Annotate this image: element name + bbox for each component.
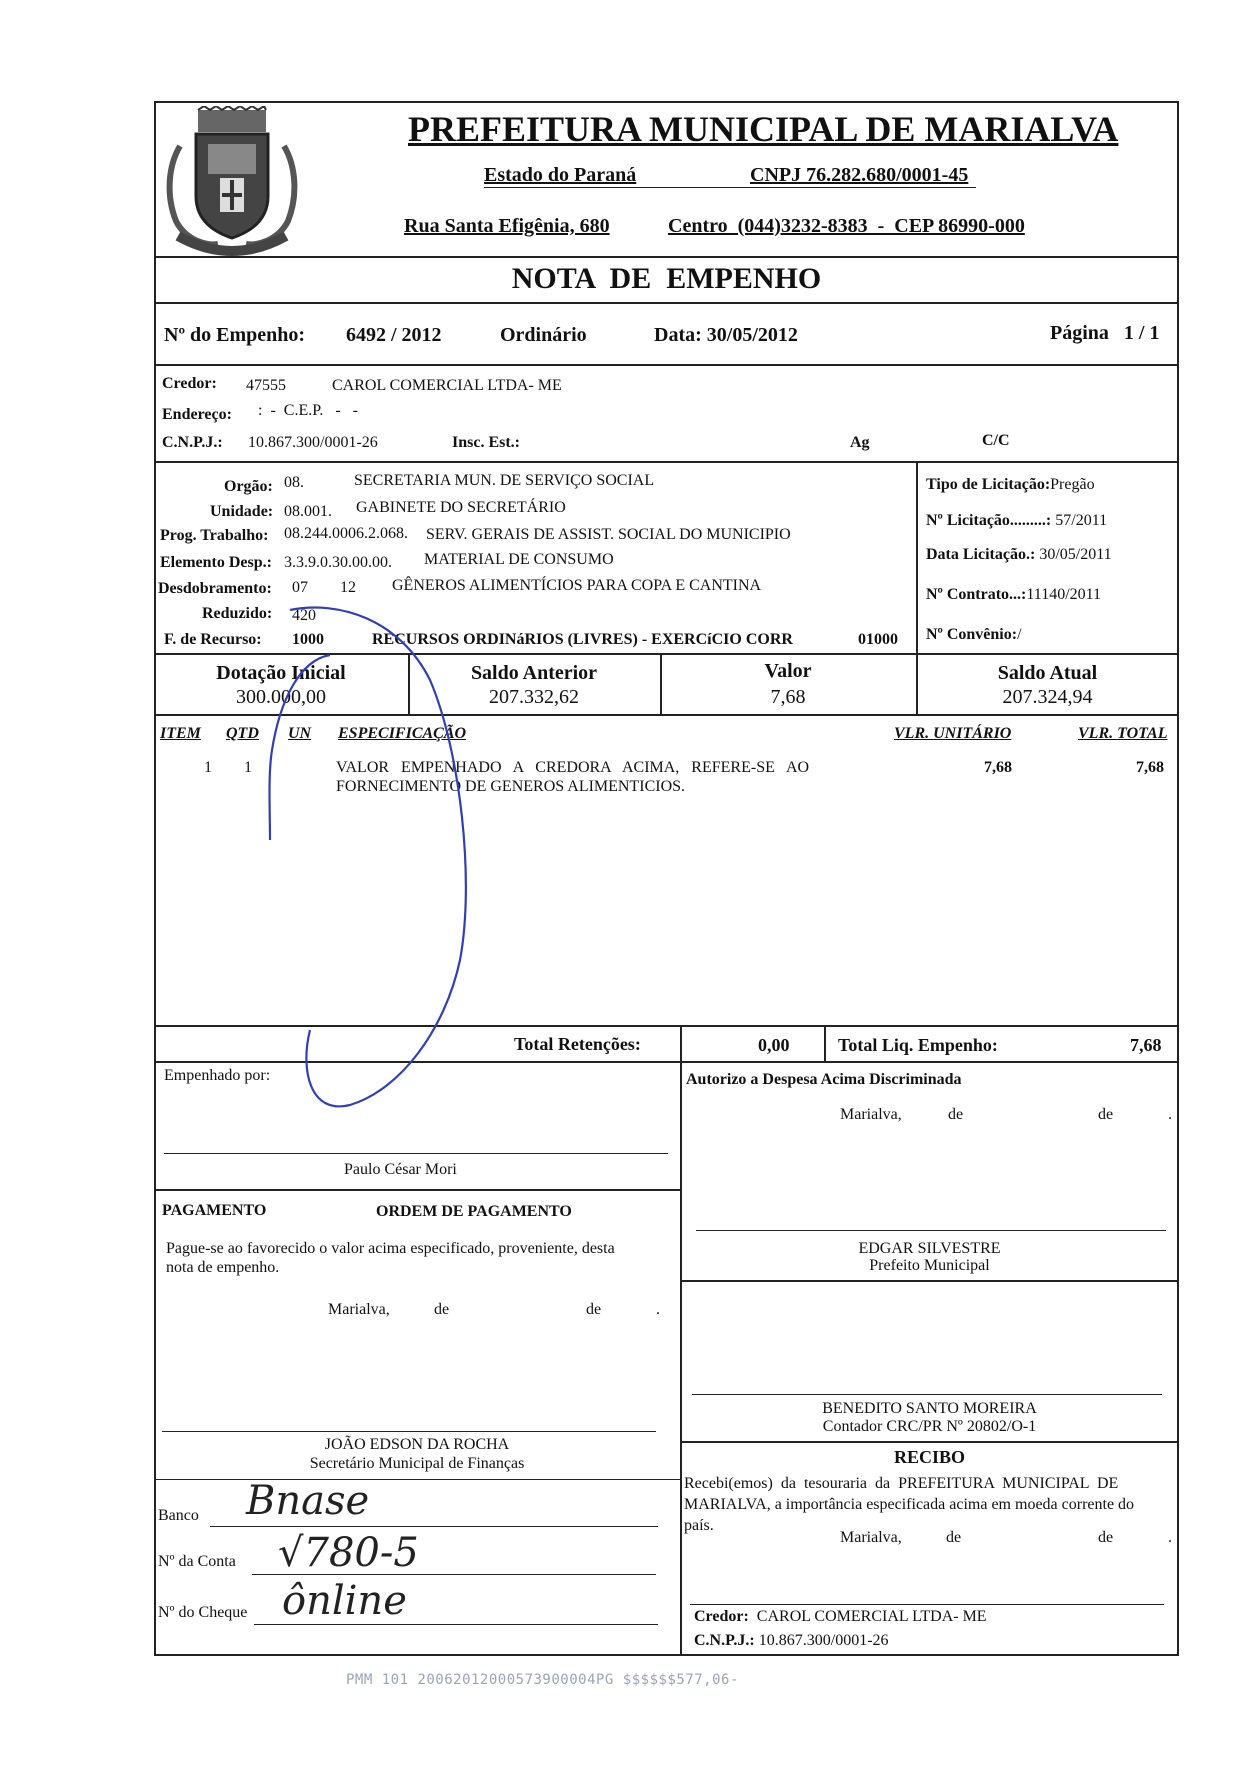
empenho-type: Ordinário (500, 324, 587, 346)
recibo-text: Recebi(emos) da tesouraria da PREFEITURA MUNICIPAL DE (684, 1475, 1119, 1492)
valor-value: 7,68 (770, 686, 806, 708)
divider (154, 302, 1179, 304)
total-liquid-label: Total Liq. Empenho: (838, 1035, 998, 1055)
desdobramento-name: GÊNEROS ALIMENTÍCIOS PARA COPA E CANTINA (392, 577, 762, 594)
empenho-number: 6492 / 2012 (346, 324, 442, 346)
recibo-place: Marialva, (840, 1529, 902, 1546)
pagamento-label: PAGAMENTO (162, 1202, 267, 1219)
divider (154, 1189, 680, 1191)
address-value: : - C.E.P. - - (258, 402, 358, 419)
empenho-number-label: Nº do Empenho: (164, 324, 306, 346)
reduzido-label: Reduzido: (202, 605, 273, 622)
prog-name: SERV. GERAIS DE ASSIST. SOCIAL DO MUNICIPIO (426, 526, 791, 543)
signature-line (690, 1604, 1164, 1605)
cheque-label: Nº do Cheque (158, 1604, 248, 1621)
saldo-atual-value: 207.324,94 (1002, 686, 1093, 708)
pagamento-dot: . (656, 1301, 660, 1318)
item-specification: FORNECIMENTO DE GENEROS ALIMENTICIOS. (336, 778, 686, 795)
prefeitura-title: PREFEITURA MUNICIPAL DE MARIALVA (408, 109, 1119, 149)
column-header-total-value: VLR. TOTAL (1078, 725, 1168, 742)
desdobramento-code: 12 (340, 579, 356, 596)
contador-name: BENEDITO SANTO MOREIRA (822, 1400, 1037, 1417)
cheque-handwritten: ônline (282, 1578, 407, 1624)
divider (680, 1280, 1179, 1282)
unidade-label: Unidade: (210, 503, 274, 520)
column-header-un: UN (288, 725, 312, 742)
recibo-title: RECIBO (893, 1447, 965, 1467)
orgao-name: SECRETARIA MUN. DE SERVIÇO SOCIAL (354, 472, 655, 489)
ag-label: Ag (850, 434, 870, 451)
divider (680, 1441, 1179, 1443)
prog-code: 08.244.0006.2.068. (284, 525, 408, 542)
recibo-text: MARIALVA, a importância especificada acima em moeda corrente do (684, 1496, 1135, 1513)
pague-text: Pague-se ao favorecido o valor acima especificado, proveniente, desta (166, 1240, 615, 1257)
column-header-qtd: QTD (226, 725, 259, 742)
contact-label: Centro (044)3232-8383 - CEP 86990-000 (668, 215, 1025, 237)
item-total-value: 7,68 (1136, 759, 1164, 776)
recibo-cnpj: C.N.P.J.: 10.867.300/0001-26 (694, 1632, 889, 1649)
elemento-name: MATERIAL DE CONSUMO (424, 551, 614, 568)
cnpj-value: 10.867.300/0001-26 (248, 434, 378, 451)
divider (154, 364, 1179, 366)
prog-label: Prog. Trabalho: (160, 527, 269, 544)
item-unit-value: 7,68 (984, 759, 1012, 776)
licitacao-date: Data Licitação.: 30/05/2011 (926, 546, 1112, 563)
pagamento-de: de (434, 1301, 450, 1318)
page-number: Página 1 / 1 (1050, 322, 1160, 344)
ordem-pagamento-label: ORDEM DE PAGAMENTO (376, 1203, 572, 1220)
autorizo-de: de (948, 1106, 964, 1123)
retencoes-value: 0,00 (758, 1035, 790, 1055)
cnpj-label: CNPJ 76.282.680/0001-45 (750, 164, 969, 186)
signature-line (692, 1394, 1162, 1395)
state-label: Estado do Paraná (484, 164, 637, 186)
signature-line (696, 1230, 1166, 1231)
elemento-code: 3.3.9.0.30.00.00. (284, 554, 392, 571)
licitacao-type: Tipo de Licitação:Pregão (926, 476, 1095, 493)
empenho-date: Data: 30/05/2012 (654, 324, 798, 346)
convenio-number: Nº Convênio:/ (926, 626, 1022, 643)
valor-label: Valor (764, 660, 812, 682)
banco-line (210, 1526, 658, 1527)
credor-code: 47555 (246, 377, 286, 394)
retencoes-label: Total Retenções: (514, 1034, 641, 1054)
cc-label: C/C (982, 432, 1010, 449)
divider (154, 1479, 680, 1480)
secretario-name: JOÃO EDSON DA ROCHA (324, 1436, 510, 1453)
item-specification: VALOR EMPENHADO A CREDORA ACIMA, REFERE-SE AO (336, 759, 810, 776)
saldo-anterior-label: Saldo Anterior (470, 662, 598, 684)
divider-vertical (824, 1025, 826, 1061)
document-title: NOTA DE EMPENHO (511, 262, 822, 295)
dotacao-label: Dotação Inicial (216, 662, 346, 684)
pen-signature-stroke (260, 600, 480, 1120)
orgao-code: 08. (284, 474, 304, 491)
conta-label: Nº da Conta (158, 1553, 236, 1570)
item-quantity: 1 (244, 759, 252, 776)
signature-line (162, 1431, 656, 1432)
empenhado-por-label: Empenhado por: (164, 1067, 271, 1084)
divider (154, 461, 1179, 463)
dotacao-value: 300.000,00 (236, 686, 326, 708)
recurso-name: RECURSOS ORDINáRIOS (LIVRES) - EXERCíCIO CORR (372, 631, 793, 648)
autorizo-place: Marialva, (840, 1106, 902, 1123)
desdobramento-code: 07 (292, 579, 308, 596)
elemento-label: Elemento Desp.: (160, 554, 272, 571)
empenhado-por-name: Paulo César Mori (344, 1161, 457, 1178)
saldo-anterior-value: 207.332,62 (489, 686, 579, 708)
pagamento-place: Marialva, (328, 1301, 390, 1318)
recibo-de: de (1098, 1529, 1114, 1546)
pagamento-de: de (586, 1301, 602, 1318)
divider-vertical (680, 1025, 682, 1656)
column-header-unit-value: VLR. UNITÁRIO (894, 725, 1012, 742)
cnpj-label: C.N.P.J.: (162, 434, 223, 451)
recurso-code: 1000 (292, 631, 324, 648)
desdobramento-label: Desdobramento: (158, 580, 272, 597)
cheque-line (254, 1624, 658, 1625)
orgao-label: Orgão: (224, 478, 273, 495)
total-liquid-value: 7,68 (1130, 1035, 1162, 1055)
contador-role: Contador CRC/PR Nº 20802/O-1 (822, 1418, 1037, 1435)
insc-label: Insc. Est.: (452, 434, 521, 451)
credor-label: Credor: (162, 375, 217, 392)
autorizo-de: de (1098, 1106, 1114, 1123)
address-label: Rua Santa Efigênia, 680 (404, 215, 610, 237)
item-number: 1 (204, 759, 212, 776)
saldo-atual-label: Saldo Atual (997, 662, 1098, 684)
licitacao-number: Nº Licitação.........: 57/2011 (926, 512, 1108, 529)
secretario-role: Secretário Municipal de Finanças (309, 1455, 525, 1472)
unidade-name: GABINETE DO SECRETÁRIO (356, 499, 566, 516)
autorizo-dot: . (1168, 1106, 1172, 1123)
column-header-item: ITEM (160, 725, 201, 742)
unidade-code: 08.001. (284, 503, 332, 520)
recibo-credor: Credor: CAROL COMERCIAL LTDA- ME (694, 1608, 987, 1625)
address-label: Endereço: (162, 406, 232, 423)
contrato-number: Nº Contrato...:11140/2011 (926, 586, 1102, 603)
pague-text: nota de empenho. (166, 1259, 280, 1276)
autorizo-label: Autorizo a Despesa Acima Discriminada (686, 1071, 962, 1088)
credor-name: CAROL COMERCIAL LTDA- ME (332, 377, 562, 394)
reduzido-value: 420 (292, 607, 316, 624)
prefeito-name: EDGAR SILVESTRE (858, 1240, 1001, 1257)
signature-line (164, 1153, 668, 1154)
recibo-de: de (946, 1529, 962, 1546)
recurso-label: F. de Recurso: (164, 631, 262, 648)
prefeito-role: Prefeito Municipal (869, 1257, 990, 1274)
conta-handwritten: √780-5 (278, 1530, 419, 1576)
banco-label: Banco (158, 1507, 199, 1524)
divider (154, 256, 1179, 258)
banco-handwritten: Bnase (246, 1478, 370, 1524)
recurso-number: 01000 (858, 631, 898, 648)
column-header-specification: ESPECIFICAÇÃO (338, 725, 467, 742)
recibo-dot: . (1168, 1529, 1172, 1546)
recibo-text: país. (684, 1517, 714, 1534)
footer-code: PMM 101 20062012000573900004PG $$$$$$577,06- (346, 1672, 739, 1688)
